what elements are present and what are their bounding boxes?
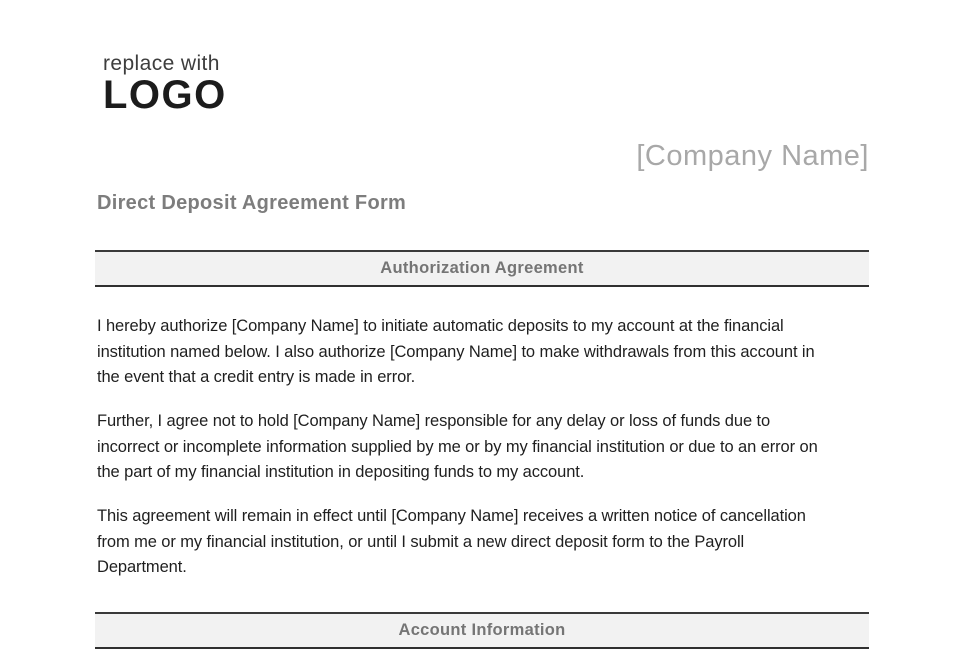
logo (103, 52, 227, 117)
paragraph-authorization-3 (97, 504, 872, 581)
paragraph-line: the part of my financial institution in depositing funds to my account. (97, 463, 585, 482)
paragraph-line: institution named below. I also authorize [Company Name] to make withdrawals from this account in (97, 342, 815, 361)
section-header-label: Authorization Agreement (380, 259, 584, 277)
logo-replace-with-text: replace with (103, 52, 220, 75)
section-header-account-information (95, 612, 869, 649)
paragraph-line: Department. (97, 558, 187, 577)
paragraph-authorization-2 (97, 409, 872, 486)
section-header-label: Account Information (398, 621, 566, 639)
paragraph-line: This agreement will remain in effect until [Company Name] receives a written notice of cancellation (97, 507, 806, 525)
logo-text: LOGO (103, 73, 227, 117)
paragraph-line: I hereby authorize [Company Name] to initiate automatic deposits to my account at the financial (97, 317, 784, 335)
paragraph-line: from me or my financial institution, or until I submit a new direct deposit form to the Payroll (97, 532, 745, 551)
company-name-placeholder: [Company Name] (636, 140, 869, 172)
paragraph-line: the event that a credit entry is made in error. (97, 368, 416, 387)
page-title: Direct Deposit Agreement Form (97, 192, 407, 214)
section-header-authorization-agreement (95, 250, 869, 287)
paragraph-line: Further, I agree not to hold [Company Name] responsible for any delay or loss of funds due to (97, 412, 771, 430)
paragraph-authorization-1 (97, 314, 872, 391)
paragraph-line: incorrect or incomplete information supplied by me or by my financial institution or due to an error on (97, 437, 818, 456)
